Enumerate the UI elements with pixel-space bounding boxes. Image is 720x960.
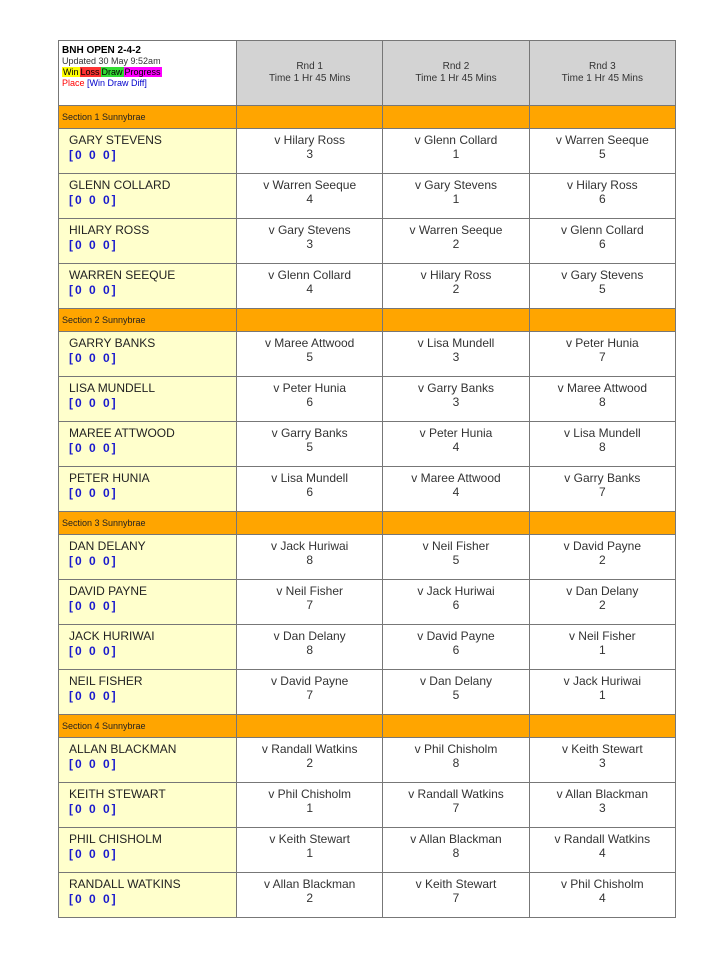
player-row xyxy=(59,828,675,873)
round-cell-1 xyxy=(237,873,383,917)
round-cell-1 xyxy=(237,377,383,421)
player-name: GARY STEVENS xyxy=(69,133,162,147)
opponent-name: v Keith Stewart xyxy=(269,832,351,846)
player-name: MAREE ATTWOOD xyxy=(69,426,175,440)
round-cell-2 xyxy=(383,422,529,466)
legend-loss: Loss xyxy=(80,67,100,77)
legend-cell xyxy=(59,41,237,105)
section-title: Section 2 Sunnybrae xyxy=(59,309,237,331)
header-row xyxy=(59,41,675,106)
updated-text: Updated 30 May 9:52am xyxy=(62,56,161,66)
opponent-name: v Allan Blackman xyxy=(263,877,356,891)
player-cell xyxy=(59,580,237,624)
opponent-name: v Allan Blackman xyxy=(410,832,502,846)
section-title: Section 4 Sunnybrae xyxy=(59,715,237,737)
round-cell-2 xyxy=(383,625,529,669)
player-cell xyxy=(59,783,237,827)
table-number: 3 xyxy=(598,801,606,815)
round-cell-2 xyxy=(383,580,529,624)
table-number: 8 xyxy=(598,395,606,409)
player-name: NEIL FISHER xyxy=(69,674,143,688)
player-cell xyxy=(59,377,237,421)
round-cell-2 xyxy=(383,129,529,173)
round-cell-3 xyxy=(530,219,675,263)
opponent-name: v Neil Fisher xyxy=(276,584,343,598)
table-number: 4 xyxy=(452,485,460,499)
round-header-2 xyxy=(383,41,529,105)
round-cell-3 xyxy=(530,783,675,827)
table-number: 1 xyxy=(452,147,460,161)
player-row xyxy=(59,580,675,625)
opponent-name: v Randall Watkins xyxy=(261,742,358,756)
player-cell xyxy=(59,422,237,466)
round-cell-1 xyxy=(237,828,383,872)
opponent-name: v Hilary Ross xyxy=(420,268,492,282)
player-cell xyxy=(59,873,237,917)
table-number: 6 xyxy=(452,598,460,612)
round-header-3 xyxy=(530,41,675,105)
round-cell-3 xyxy=(530,377,675,421)
player-row xyxy=(59,377,675,422)
round-cell-3 xyxy=(530,467,675,511)
round-cell-3 xyxy=(530,332,675,376)
player-score: [0 0 0] xyxy=(69,351,118,365)
player-row xyxy=(59,332,675,377)
round-cell-3 xyxy=(530,174,675,218)
table-number: 6 xyxy=(452,643,460,657)
player-name: JACK HURIWAI xyxy=(69,629,155,643)
table-number: 8 xyxy=(452,756,460,770)
table-number: 7 xyxy=(452,891,460,905)
table-number: 2 xyxy=(306,891,313,905)
player-cell xyxy=(59,219,237,263)
legend-place-row xyxy=(62,78,233,89)
opponent-name: v Neil Fisher xyxy=(422,539,490,553)
opponent-name: v Dan Delany xyxy=(566,584,639,598)
player-cell xyxy=(59,828,237,872)
section-filler xyxy=(383,715,529,737)
opponent-name: v Warren Seeque xyxy=(555,133,649,147)
round-cell-2 xyxy=(383,738,529,782)
round-cell-2 xyxy=(383,174,529,218)
table-number: 2 xyxy=(452,237,460,251)
opponent-name: v Glenn Collard xyxy=(414,133,498,147)
section-header xyxy=(59,106,675,129)
round-cell-3 xyxy=(530,129,675,173)
opponent-name: v Jack Huriwai xyxy=(417,584,495,598)
table-number: 3 xyxy=(452,350,460,364)
round-cell-1 xyxy=(237,467,383,511)
section-filler xyxy=(530,512,675,534)
opponent-name: v Keith Stewart xyxy=(415,877,497,891)
table-number: 4 xyxy=(306,192,313,206)
round-cell-2 xyxy=(383,264,529,308)
table-number: 1 xyxy=(306,846,313,860)
legend-wdd: [Win Draw Diff] xyxy=(87,78,147,88)
round-cell-2 xyxy=(383,332,529,376)
opponent-name: v Gary Stevens xyxy=(414,178,497,192)
player-cell xyxy=(59,174,237,218)
player-name: ALLAN BLACKMAN xyxy=(69,742,177,756)
player-score: [0 0 0] xyxy=(69,193,118,207)
round-cell-1 xyxy=(237,670,383,714)
opponent-name: v Maree Attwood xyxy=(411,471,501,485)
table-number: 5 xyxy=(452,688,460,702)
section-filler xyxy=(530,309,675,331)
table-number: 5 xyxy=(598,147,606,161)
opponent-name: v Lisa Mundell xyxy=(563,426,641,440)
player-row xyxy=(59,467,675,512)
section-header xyxy=(59,512,675,535)
section-filler xyxy=(237,715,383,737)
table-number: 3 xyxy=(598,756,606,770)
round-cell-3 xyxy=(530,873,675,917)
player-row xyxy=(59,783,675,828)
player-cell xyxy=(59,264,237,308)
legend-place: Place xyxy=(62,78,85,88)
opponent-name: v Warren Seeque xyxy=(409,223,503,237)
section-title: Section 3 Sunnybrae xyxy=(59,512,237,534)
table-number: 3 xyxy=(306,237,313,251)
opponent-name: v Randall Watkins xyxy=(408,787,504,801)
opponent-name: v Peter Hunia xyxy=(273,381,347,395)
event-title: BNH OPEN 2-4-2 xyxy=(62,45,141,56)
opponent-name: v Neil Fisher xyxy=(568,629,636,643)
legend-draw: Draw xyxy=(101,67,123,77)
round-cell-1 xyxy=(237,422,383,466)
opponent-name: v Hilary Ross xyxy=(566,178,638,192)
opponent-name: v Maree Attwood xyxy=(264,336,355,350)
player-score: [0 0 0] xyxy=(69,148,118,162)
section-filler xyxy=(383,512,529,534)
section-filler xyxy=(383,309,529,331)
round-label: Rnd 3 xyxy=(588,61,616,72)
table-number: 1 xyxy=(598,688,606,702)
table-number: 6 xyxy=(306,485,313,499)
player-name: RANDALL WATKINS xyxy=(69,877,181,891)
player-name: HILARY ROSS xyxy=(69,223,150,237)
round-cell-3 xyxy=(530,625,675,669)
round-cell-1 xyxy=(237,264,383,308)
opponent-name: v Hilary Ross xyxy=(274,133,345,147)
round-time: Time 1 Hr 45 Mins xyxy=(269,73,351,84)
round-cell-2 xyxy=(383,783,529,827)
round-cell-2 xyxy=(383,377,529,421)
round-cell-1 xyxy=(237,219,383,263)
player-score: [0 0 0] xyxy=(69,757,118,771)
section-filler xyxy=(530,106,675,128)
table-number: 8 xyxy=(452,846,460,860)
player-name: GARRY BANKS xyxy=(69,336,156,350)
player-row xyxy=(59,422,675,467)
round-cell-2 xyxy=(383,535,529,579)
round-cell-3 xyxy=(530,828,675,872)
table-number: 1 xyxy=(306,801,313,815)
player-score: [0 0 0] xyxy=(69,847,118,861)
player-name: WARREN SEEQUE xyxy=(69,268,176,282)
player-name: PHIL CHISHOLM xyxy=(69,832,162,846)
round-cell-2 xyxy=(383,828,529,872)
opponent-name: v Warren Seeque xyxy=(263,178,357,192)
player-name: PETER HUNIA xyxy=(69,471,150,485)
round-time: Time 1 Hr 45 Mins xyxy=(415,73,497,84)
round-cell-1 xyxy=(237,783,383,827)
table-number: 8 xyxy=(306,553,313,567)
player-score: [0 0 0] xyxy=(69,283,118,297)
round-cell-2 xyxy=(383,467,529,511)
round-header-1 xyxy=(237,41,383,105)
player-row xyxy=(59,625,675,670)
table-number: 1 xyxy=(452,192,460,206)
round-cell-1 xyxy=(237,580,383,624)
player-score: [0 0 0] xyxy=(69,689,118,703)
table-number: 3 xyxy=(306,147,313,161)
opponent-name: v Allan Blackman xyxy=(556,787,649,801)
opponent-name: v Dan Delany xyxy=(419,674,493,688)
section-header xyxy=(59,715,675,738)
opponent-name: v Phil Chisholm xyxy=(268,787,352,801)
opponent-name: v Glenn Collard xyxy=(560,223,644,237)
table-number: 5 xyxy=(306,350,313,364)
opponent-name: v Phil Chisholm xyxy=(560,877,644,891)
round-cell-1 xyxy=(237,535,383,579)
player-row xyxy=(59,264,675,309)
round-cell-2 xyxy=(383,219,529,263)
player-cell xyxy=(59,129,237,173)
round-label: Rnd 1 xyxy=(296,61,323,72)
section-filler xyxy=(237,106,383,128)
table-number: 8 xyxy=(598,440,606,454)
table-number: 5 xyxy=(306,440,313,454)
table-number: 8 xyxy=(306,643,313,657)
round-cell-1 xyxy=(237,738,383,782)
table-number: 2 xyxy=(452,282,460,296)
player-name: DAVID PAYNE xyxy=(69,584,148,598)
table-number: 4 xyxy=(452,440,460,454)
section-title: Section 1 Sunnybrae xyxy=(59,106,237,128)
round-time: Time 1 Hr 45 Mins xyxy=(561,73,643,84)
opponent-name: v Glenn Collard xyxy=(268,268,352,282)
draw-sheet xyxy=(58,40,676,918)
table-number: 5 xyxy=(598,282,606,296)
player-cell xyxy=(59,738,237,782)
player-row xyxy=(59,129,675,174)
player-score: [0 0 0] xyxy=(69,802,118,816)
opponent-name: v Jack Huriwai xyxy=(563,674,641,688)
player-row xyxy=(59,738,675,783)
opponent-name: v David Payne xyxy=(417,629,495,643)
table-number: 3 xyxy=(452,395,460,409)
round-cell-1 xyxy=(237,129,383,173)
opponent-name: v Randall Watkins xyxy=(554,832,651,846)
player-row xyxy=(59,670,675,715)
table-number: 7 xyxy=(306,688,313,702)
player-name: GLENN COLLARD xyxy=(69,178,171,192)
opponent-name: v Maree Attwood xyxy=(557,381,648,395)
table-number: 4 xyxy=(598,891,606,905)
section-header xyxy=(59,309,675,332)
opponent-name: v Garry Banks xyxy=(271,426,348,440)
opponent-name: v Garry Banks xyxy=(564,471,641,485)
section-filler xyxy=(383,106,529,128)
player-row xyxy=(59,219,675,264)
player-cell xyxy=(59,535,237,579)
table-number: 7 xyxy=(452,801,460,815)
player-row xyxy=(59,873,675,918)
round-cell-2 xyxy=(383,670,529,714)
player-row xyxy=(59,174,675,219)
table-number: 6 xyxy=(598,192,606,206)
table-number: 2 xyxy=(598,553,606,567)
table-number: 2 xyxy=(598,598,606,612)
player-row xyxy=(59,535,675,580)
round-cell-3 xyxy=(530,264,675,308)
section-filler xyxy=(237,512,383,534)
table-number: 5 xyxy=(452,553,460,567)
opponent-name: v Jack Huriwai xyxy=(270,539,349,553)
opponent-name: v David Payne xyxy=(270,674,349,688)
player-cell xyxy=(59,467,237,511)
opponent-name: v Keith Stewart xyxy=(561,742,643,756)
opponent-name: v Dan Delany xyxy=(273,629,346,643)
table-number: 1 xyxy=(598,643,606,657)
player-name: KEITH STEWART xyxy=(69,787,166,801)
player-cell xyxy=(59,670,237,714)
round-cell-3 xyxy=(530,738,675,782)
round-cell-3 xyxy=(530,535,675,579)
section-filler xyxy=(530,715,675,737)
round-cell-1 xyxy=(237,332,383,376)
table-number: 4 xyxy=(598,846,606,860)
round-label: Rnd 2 xyxy=(442,61,470,72)
round-cell-3 xyxy=(530,422,675,466)
legend-win: Win xyxy=(63,67,79,77)
opponent-name: v Lisa Mundell xyxy=(417,336,495,350)
opponent-name: v Phil Chisholm xyxy=(414,742,498,756)
table-number: 6 xyxy=(598,237,606,251)
player-score: [0 0 0] xyxy=(69,599,118,613)
player-cell xyxy=(59,625,237,669)
round-cell-1 xyxy=(237,174,383,218)
player-name: DAN DELANY xyxy=(69,539,146,553)
player-score: [0 0 0] xyxy=(69,441,118,455)
legend-progress: Progress xyxy=(124,67,161,77)
round-cell-2 xyxy=(383,873,529,917)
player-score: [0 0 0] xyxy=(69,238,118,252)
opponent-name: v Peter Hunia xyxy=(565,336,639,350)
table-number: 7 xyxy=(598,350,606,364)
opponent-name: v Garry Banks xyxy=(417,381,494,395)
player-name: LISA MUNDELL xyxy=(69,381,156,395)
legend-keys xyxy=(62,67,233,78)
round-cell-3 xyxy=(530,580,675,624)
player-score: [0 0 0] xyxy=(69,396,118,410)
round-cell-3 xyxy=(530,670,675,714)
player-score: [0 0 0] xyxy=(69,486,118,500)
opponent-name: v David Payne xyxy=(563,539,641,553)
player-score: [0 0 0] xyxy=(69,892,118,906)
table-number: 7 xyxy=(306,598,313,612)
player-cell xyxy=(59,332,237,376)
player-score: [0 0 0] xyxy=(69,554,118,568)
opponent-name: v Lisa Mundell xyxy=(271,471,349,485)
table-number: 6 xyxy=(306,395,313,409)
table-number: 2 xyxy=(306,756,313,770)
opponent-name: v Peter Hunia xyxy=(419,426,493,440)
section-filler xyxy=(237,309,383,331)
opponent-name: v Gary Stevens xyxy=(561,268,644,282)
table-number: 7 xyxy=(598,485,606,499)
round-cell-1 xyxy=(237,625,383,669)
table-number: 4 xyxy=(306,282,313,296)
player-score: [0 0 0] xyxy=(69,644,118,658)
sections-container xyxy=(59,106,675,918)
opponent-name: v Gary Stevens xyxy=(268,223,351,237)
